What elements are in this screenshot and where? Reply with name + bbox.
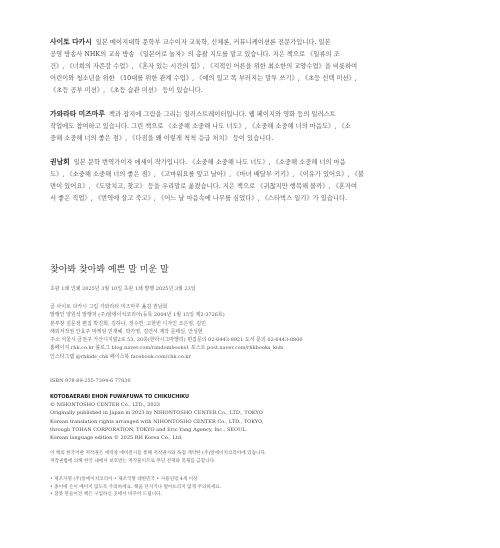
- rights-line: © NIHONTOSHO CENTER Co., LTD., 2023: [50, 402, 160, 409]
- rights-block: [50, 393, 470, 442]
- book-title: 찾아봐 찾아봐 예쁜 말 미운 말: [50, 265, 169, 275]
- rights-line: Korean language edition © 2025 RH Korea Co., Ltd.: [50, 435, 183, 442]
- credits-line: 해외저작권 안효주 마케팅 민재혜, 박가영, 김연서 제작 문태일, 안성현: [50, 328, 203, 335]
- bio-name: 사이토 다카시: [50, 38, 92, 46]
- credits-line: 인스타그램 @rhkids_chk 페이스북 facebook.com/chk.co.kr: [50, 353, 191, 360]
- rights-line: through TOHAN CORPORATION, TOKYO and Eric Yang Agency, Inc., SEOUL.: [50, 426, 248, 433]
- bio-line: 일본 문학 번역가이자 에세이 작가입니다. 《소중해 소중해 나도 너도》, 《소중해 소중해 너의 마음: [73, 159, 346, 166]
- edition-line: 초판 1쇄 인쇄 2025년 3월 10일 초판 1쇄 발행 2025년 3월 23일: [50, 286, 196, 292]
- isbn: ISBN 978-89-255-7394-6 77830: [50, 378, 131, 384]
- bio-name: 가와라타 미즈마루: [50, 110, 105, 118]
- note-line: • 잘못 만들어진 책은 구입하신 곳에서 바꾸어 드립니다.: [50, 492, 163, 498]
- bio-line: 건》, 《너희의 자존감 수업》, 《혼자 있는 시간의 힘》, 《지적인 어른을 위한 최소한의 교양수업》을 비롯하여: [50, 63, 358, 70]
- bio-line: 일본 메이지대학 문학부 교수이자 교육학, 신체론, 커뮤니케이션론 전문가입니다. 일본: [95, 39, 331, 46]
- original-title: KOTOBAERABI EHON FUWAFUWA TO CHIKUCHIKU: [50, 394, 190, 400]
- note-line: • 종이에 손이 베이지 않도록 주의하세요. 책을 던지거나 떨어뜨리지 않게 주의하세요.: [50, 484, 222, 490]
- bio-line: 서 좋은 직업》, 《번역에 살고 죽고》, 《어느 날 마음속에 나무를 심었다》, 《스타벅스 일기》가 있습니다.: [50, 195, 348, 202]
- bio-line: 공영 방송사 NHK의 교육 방송 《일본어로 놀자》의 총괄 지도를 맡고 있습니다. 지은 책으로 《일류의 조: [50, 51, 340, 58]
- credits-line: 홈페이지 rhk.co.kr 블로그 blog.naver.com/randombooks1 포스트 post.naver.com/rhkbooks_kids: [50, 345, 284, 352]
- bio-line: 책과 잡지에 그림을 그리는 일러스트레이터입니다. 웹 페이지와 영화 등의 일러스트: [108, 111, 336, 118]
- credits-line: 본부장 김문정 편집 박진희, 김하나, 정수연, 고한빈 디자인 조은영, 김민: [50, 320, 206, 327]
- copyright-notice: [50, 450, 470, 465]
- bio-line: 어린이와 청소년을 위한 《10대를 위한 관계 수업》, 《예의 있고 똑 부러지는 말투 쓰기》, 《초등 선택 미션》,: [50, 75, 357, 82]
- note-line: • 제조자명 (주)알에이치코리아 • 제조국명 대한민국 • 사용연령 4세 이상: [50, 477, 198, 482]
- rights-line: Korean translation rights arranged with NIHONTOSHO CENTER Co., LTD., TOKYO,: [50, 418, 264, 425]
- bio-line: 작업에도 참여하고 있습니다. 그린 책으로 《소중해 소중해 나도 너도》, 《소중해 소중해 너의 마음도》, 《소: [50, 123, 351, 130]
- product-notes: [50, 476, 470, 499]
- author-bio-saito: [50, 36, 470, 97]
- credits-line: 글 사이토 다카시 그림 가와라타 미즈마루 옮김 권남희: [50, 304, 168, 310]
- edition-info: [50, 285, 196, 293]
- illustrator-bio-kawarata: [50, 108, 470, 145]
- notice-line: 이 책의 한국어판 저작권은 에릭양 에이전시를 통해 저작권사와 독점 계약한 (주)알에이치코리아에 있습니다.: [50, 451, 267, 456]
- bio-line: 도》, 《소중해 소중해 너의 좋은 점》, 《고마워요를 앞고 날아》, 《마녀 배달부 키키》, 《이유가 있어요》, 《불: [50, 171, 364, 178]
- credits-line: 주소 서울시 금천구 가산디지털2로 53, 20층(한라시그마밸리) 편집문의 02-6443-8921 도서 문의 02-6443-8800: [50, 337, 303, 344]
- bio-line: 면이 있어요》, 《도망치고, 찾고》 등을 우리말로 옮겼습니다. 지은 책으로 《귀찮지만 행복해 볼까》, 《혼자여: [50, 183, 358, 190]
- credits-line: 발행인 양원석 발행처 (주)알에이치코리아(등록 2004년 1월 15일 제2-3726호): [50, 312, 225, 319]
- bio-name: 권남희: [50, 158, 70, 166]
- notice-line: 저작권법에 의해 한국 내에서 보호받는 저작물이므로 무단 전재와 복제를 금합니다.: [50, 458, 216, 464]
- bio-line: 《초등 공부 미션》, 《초등 습관 미션》 등이 있습니다.: [50, 87, 203, 94]
- translator-bio-kwon: [50, 156, 470, 205]
- bio-line: 중해 소중해 너의 좋은 점》, 《다짐을 왜 이렇게 척척 응급 처치》 등이 있습니다.: [50, 135, 274, 142]
- rights-line: Originally published in Japan in 2023 by NIHONTOSHO CENTER Co., LTD., TOKYO: [50, 410, 263, 417]
- credits-block: [50, 303, 470, 361]
